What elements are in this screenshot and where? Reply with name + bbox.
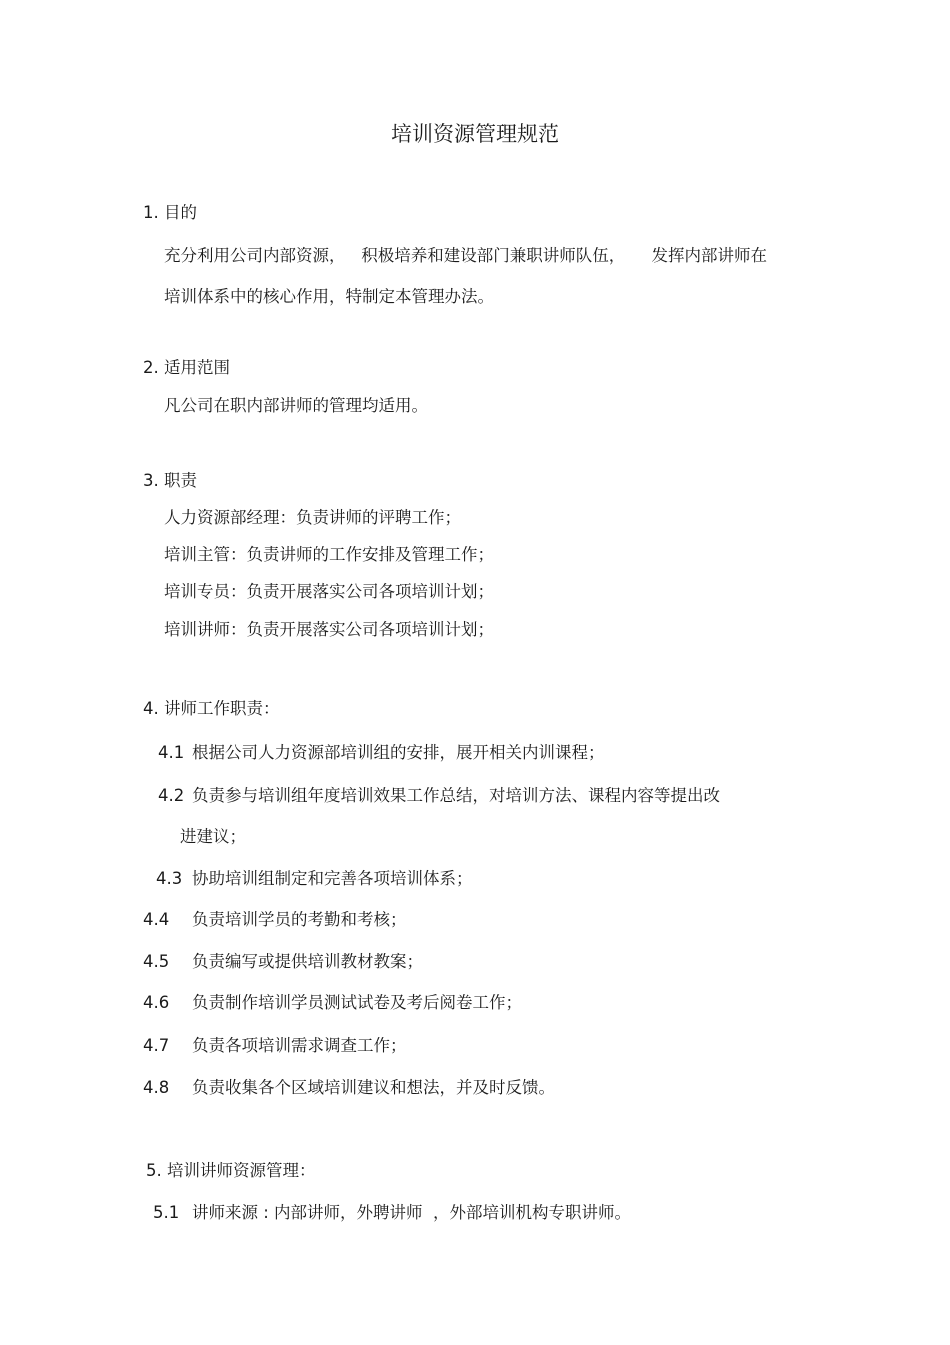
item-number: 4.3 bbox=[156, 869, 183, 888]
item-text: 负责各项培训需求调查工作； bbox=[192, 1036, 407, 1055]
item-number: 4.6 bbox=[143, 993, 170, 1012]
duty-item: 培训讲师：负责开展落实公司各项培训计划； bbox=[164, 620, 494, 639]
item-text: 根据公司人力资源部培训组的安排，展开相关内训课程； bbox=[192, 743, 605, 762]
item-number: 4.7 bbox=[143, 1036, 170, 1055]
item-text: 协助培训组制定和完善各项培训体系； bbox=[192, 869, 473, 888]
page-title: 培训资源管理规范 bbox=[391, 122, 559, 146]
item-text: 讲师来源 : 内部讲师，外聘讲师 ，外部培训机构专职讲师。 bbox=[192, 1203, 632, 1222]
duty-item: 人力资源部经理：负责讲师的评聘工作； bbox=[164, 508, 461, 527]
item-text-continuation: 进建议； bbox=[180, 827, 246, 846]
section-heading-lecturer-duties: 4. 讲师工作职责： bbox=[143, 699, 280, 718]
purpose-text-line1: 充分利用公司内部资源， 积极培养和建设部门兼职讲师队伍， 发挥内部讲师在 bbox=[164, 246, 767, 265]
item-number: 4.4 bbox=[143, 910, 170, 929]
item-number: 4.2 bbox=[158, 786, 185, 805]
section-heading-scope: 2. 适用范围 bbox=[143, 358, 230, 377]
item-text: 负责编写或提供培训教材教案； bbox=[192, 952, 423, 971]
item-number: 4.5 bbox=[143, 952, 170, 971]
scope-text: 凡公司在职内部讲师的管理均适用。 bbox=[164, 396, 428, 415]
section-heading-resource-mgmt: 5. 培训讲师资源管理： bbox=[146, 1161, 316, 1180]
item-text: 负责制作培训学员测试试卷及考后阅卷工作； bbox=[192, 993, 522, 1012]
section-heading-duties: 3. 职责 bbox=[143, 471, 197, 490]
item-text: 负责收集各个区域培训建议和想法，并及时反馈。 bbox=[192, 1078, 555, 1097]
item-text: 负责培训学员的考勤和考核； bbox=[192, 910, 407, 929]
item-number: 5.1 bbox=[153, 1203, 180, 1222]
duty-item: 培训专员：负责开展落实公司各项培训计划； bbox=[164, 582, 494, 601]
item-number: 4.1 bbox=[158, 743, 185, 762]
purpose-text-line2: 培训体系中的核心作用，特制定本管理办法。 bbox=[164, 287, 494, 306]
section-heading-purpose: 1. 目的 bbox=[143, 203, 197, 222]
item-number: 4.8 bbox=[143, 1078, 170, 1097]
duty-item: 培训主管：负责讲师的工作安排及管理工作； bbox=[164, 545, 494, 564]
item-text: 负责参与培训组年度培训效果工作总结，对培训方法、课程内容等提出改 bbox=[192, 786, 720, 805]
